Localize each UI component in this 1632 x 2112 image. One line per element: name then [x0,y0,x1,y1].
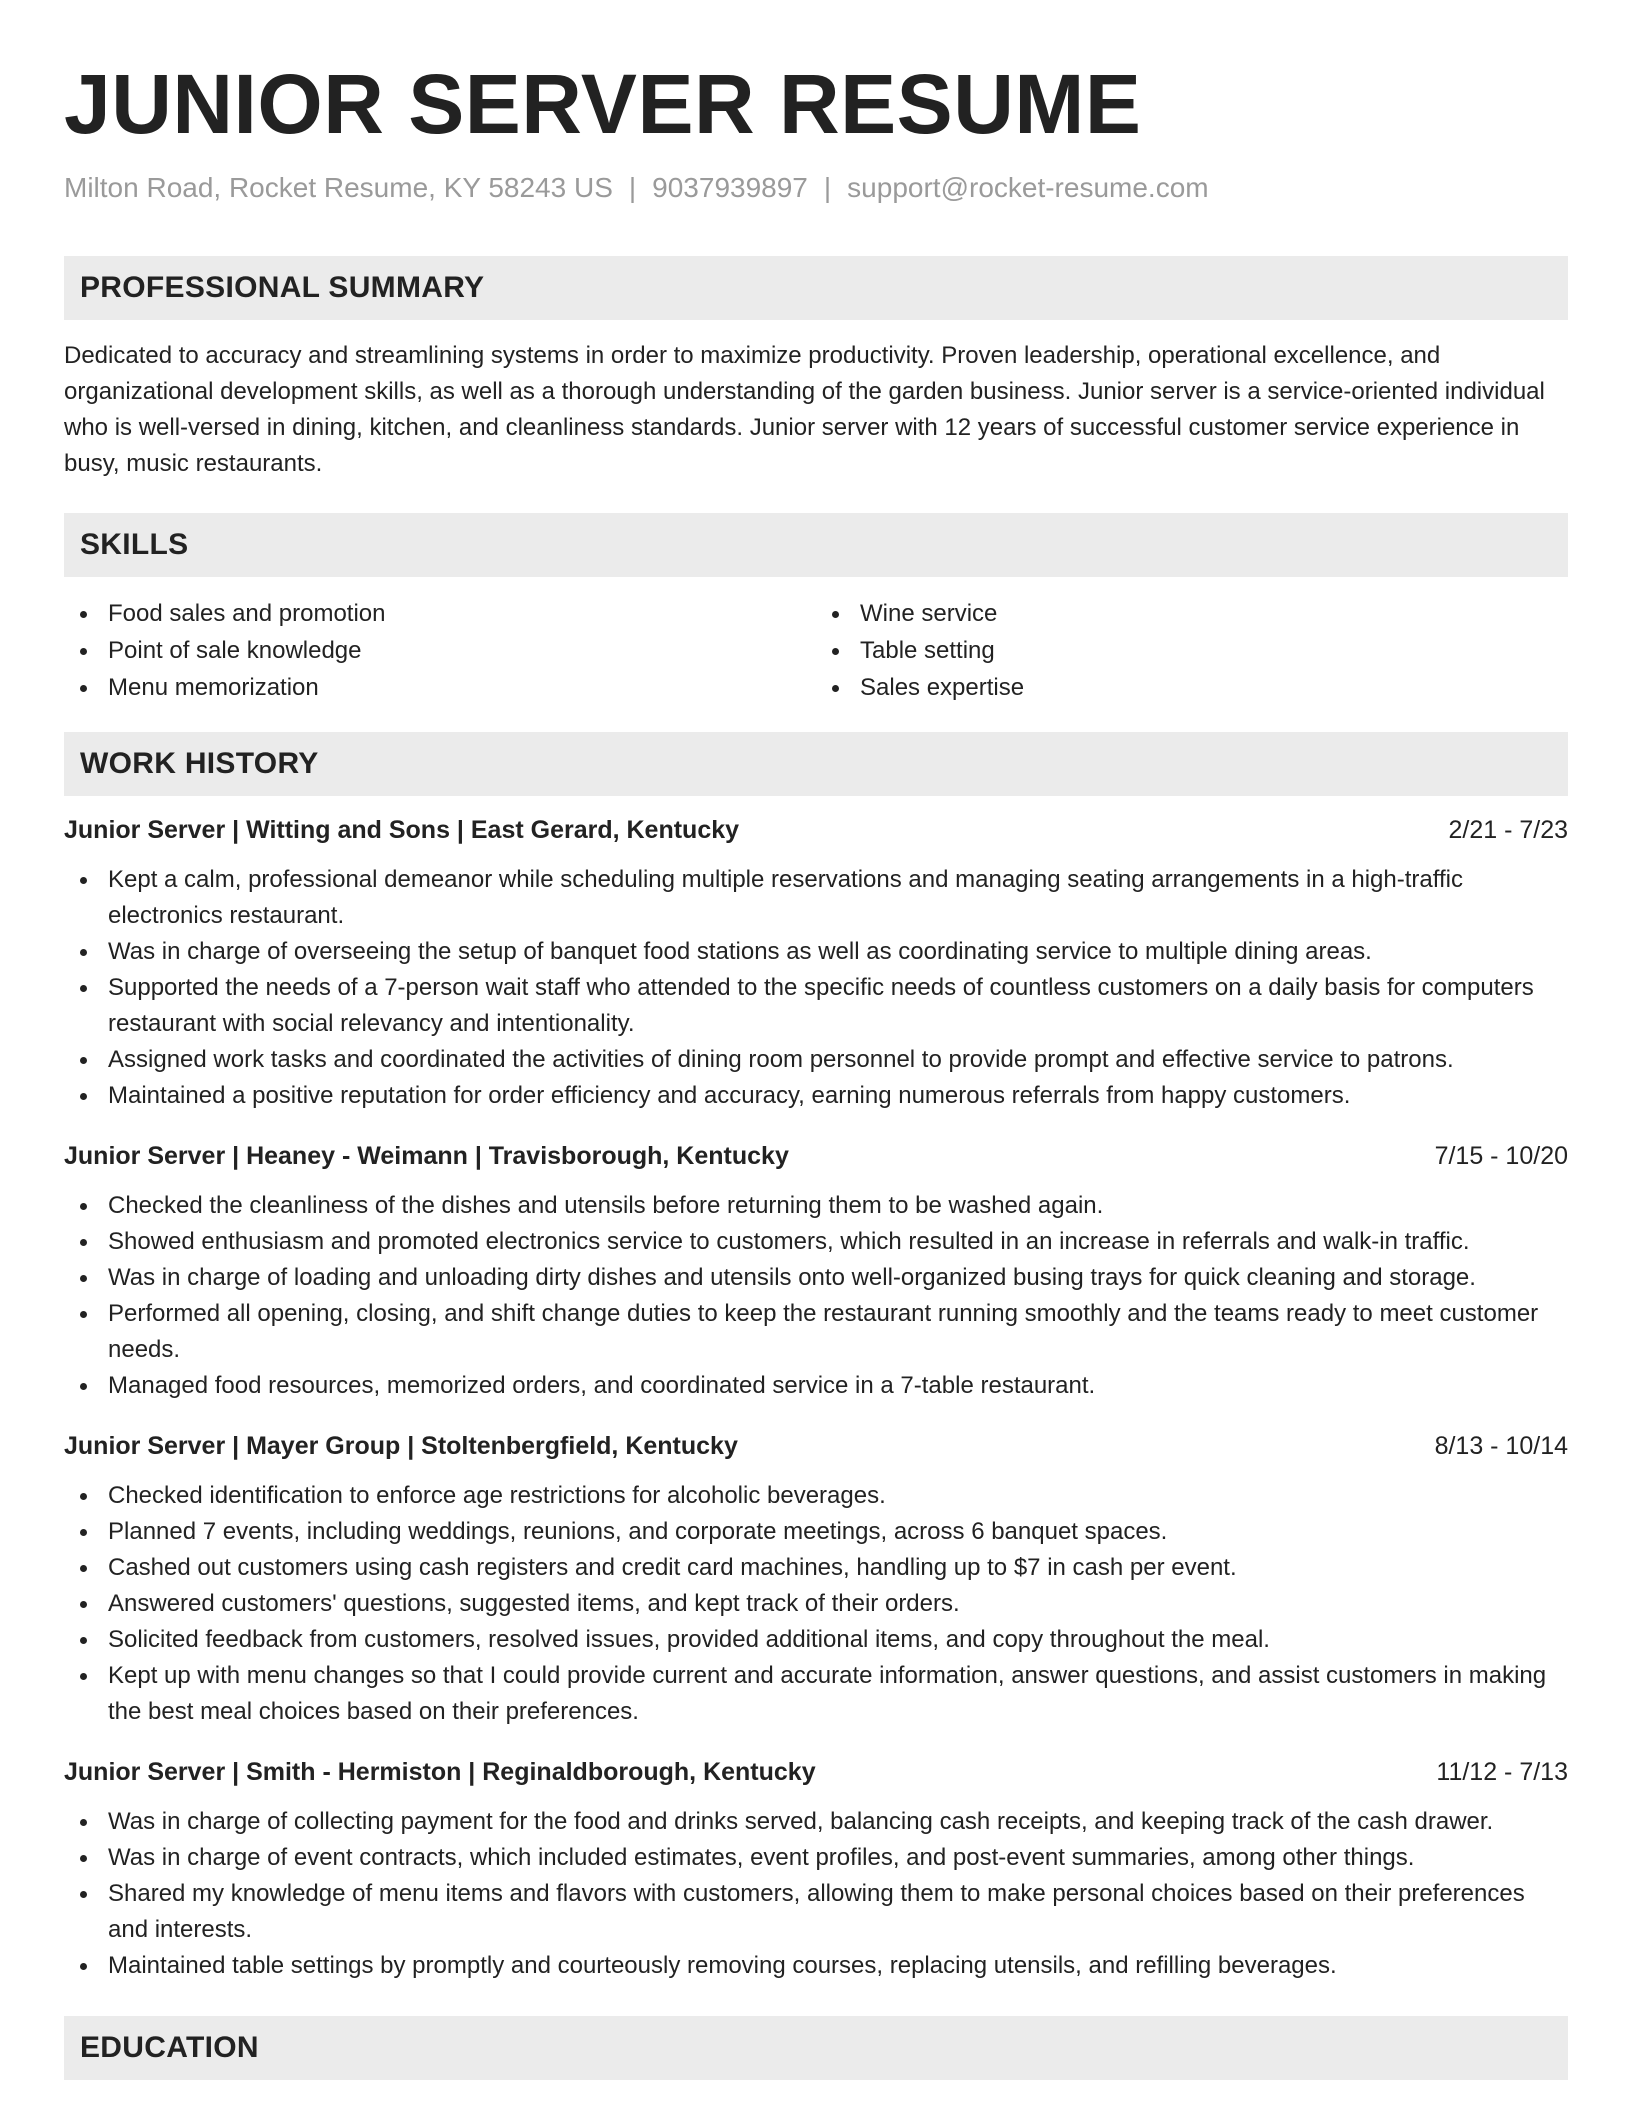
job-bullet-text: Solicited feedback from customers, resolved issues, provided additional items, and copy throughout the meal. [108,1626,1270,1653]
bullet-icon [80,1275,87,1282]
bullet-icon [832,685,839,692]
bullet-icon [80,1383,87,1390]
bullet-icon [832,648,839,655]
job-bullet [64,1188,1568,1224]
job-bullet-text: Managed food resources, memorized orders, and coordinated service in a 7-table restaurant. [108,1372,1096,1399]
job-bullet-text: Assigned work tasks and coordinated the activities of dining room personnel to provide prompt and effective service to patrons. [108,1046,1454,1073]
bullet-icon [832,611,839,618]
contact-separator: | [823,172,832,203]
job-bullet [64,970,1568,1042]
job-title: Junior Server | Mayer Group | Stoltenbergfield, Kentucky [64,1432,738,1460]
job-bullet-text: Supported the needs of a 7-person wait staff who attended to the specific needs of countless customers on a daily basis for computers restaurant with social relevancy and intentionality. [108,974,1534,1037]
bullet-icon [80,1601,87,1608]
job-dates: 2/21 - 7/23 [1448,816,1568,844]
skill-item [64,669,816,706]
bullet-icon [80,985,87,992]
job-bullet [64,1296,1568,1368]
job-bullet [64,1478,1568,1514]
job-bullet [64,1078,1568,1114]
job-title: Junior Server | Heaney - Weimann | Travisborough, Kentucky [64,1142,789,1170]
skill-item [64,595,816,632]
job-bullet [64,1948,1568,1984]
job-bullet-text: Showed enthusiasm and promoted electronics service to customers, which resulted in an increase in referrals and walk-in traffic. [108,1228,1470,1255]
job-dates: 11/12 - 7/13 [1436,1758,1568,1786]
contact-line [64,170,1568,206]
job-bullet [64,934,1568,970]
contact-phone: 9037939897 [652,172,808,203]
job-bullet [64,1260,1568,1296]
job-bullet-text: Maintained table settings by promptly and courteously removing courses, replacing utensils, and refilling beverages. [108,1952,1337,1979]
bullet-icon [80,648,87,655]
job-entry [64,1428,1568,1730]
skill-item [816,595,1568,632]
job-bullet-text: Was in charge of event contracts, which included estimates, event profiles, and post-event summaries, among other things. [108,1844,1415,1871]
contact-address: Milton Road, Rocket Resume, KY 58243 US [64,172,613,203]
job-bullet [64,862,1568,934]
section-header-skills: SKILLS [64,513,1568,577]
skill-label: Menu memorization [108,674,319,701]
job-entry [64,812,1568,1114]
job-bullet-text: Maintained a positive reputation for order efficiency and accuracy, earning numerous referrals from happy customers. [108,1082,1351,1109]
job-bullet-text: Planned 7 events, including weddings, reunions, and corporate meetings, across 6 banquet spaces. [108,1518,1168,1545]
job-entry [64,1138,1568,1404]
job-bullet-text: Checked identification to enforce age restrictions for alcoholic beverages. [108,1482,886,1509]
job-bullet [64,1586,1568,1622]
skill-label: Wine service [860,600,998,627]
job-header [64,1428,1568,1464]
job-bullet [64,1550,1568,1586]
skills-list [64,595,1568,706]
resume-title: JUNIOR SERVER RESUME [64,57,1142,151]
bullet-icon [80,685,87,692]
job-dates: 7/15 - 10/20 [1434,1142,1568,1170]
bullet-icon [80,1057,87,1064]
skill-item [64,632,816,669]
job-header [64,1138,1568,1174]
job-bullet-list [64,1188,1568,1404]
job-title: Junior Server | Witting and Sons | East Gerard, Kentucky [64,816,740,844]
job-bullet-text: Kept a calm, professional demeanor while scheduling multiple reservations and managing seating arrangements in a high-traffic electronics restaurant. [108,866,1463,929]
bullet-icon [80,1637,87,1644]
bullet-icon [80,1855,87,1862]
skill-item [816,632,1568,669]
job-bullet-text: Was in charge of loading and unloading dirty dishes and utensils onto well-organized busing trays for quick cleaning and storage. [108,1264,1476,1291]
job-bullet-text: Answered customers' questions, suggested items, and kept track of their orders. [108,1590,960,1617]
job-bullet-list [64,862,1568,1114]
job-bullet-text: Cashed out customers using cash registers and credit card machines, handling up to $7 in cash per event. [108,1554,1237,1581]
job-bullet-list [64,1478,1568,1730]
bullet-icon [80,1673,87,1680]
job-header [64,1754,1568,1790]
bullet-icon [80,949,87,956]
skill-item [816,669,1568,706]
job-bullet-text: Shared my knowledge of menu items and flavors with customers, allowing them to make personal choices based on their preferences and interests. [108,1880,1525,1943]
section-header-education: EDUCATION [64,2016,1568,2080]
job-bullet [64,1840,1568,1876]
skills-column-left [64,595,816,706]
job-bullet [64,1514,1568,1550]
bullet-icon [80,1311,87,1318]
skill-label: Point of sale knowledge [108,637,362,664]
job-bullet-list [64,1804,1568,1984]
bullet-icon [80,877,87,884]
job-bullet [64,1224,1568,1260]
bullet-icon [80,1819,87,1826]
skill-label: Food sales and promotion [108,600,386,627]
job-dates: 8/13 - 10/14 [1434,1432,1568,1460]
bullet-icon [80,1493,87,1500]
contact-email: support@rocket-resume.com [847,172,1209,203]
bullet-icon [80,1093,87,1100]
job-bullet [64,1042,1568,1078]
summary-text: Dedicated to accuracy and streamlining systems in order to maximize productivity. Proven leadership, operational excellence, and organizational development skills, as well as a thorough understanding of the garden business. Junior server is a service-oriented individual who is well-versed in dining, kitchen, and cleanliness standards. Junior server with 12 years of successful customer service experience in busy, music restaurants. [64,342,1545,477]
job-bullet-text: Performed all opening, closing, and shift change duties to keep the restaurant running smoothly and the teams ready to meet customer needs. [108,1300,1539,1363]
skill-label: Table setting [860,637,995,664]
bullet-icon [80,611,87,618]
bullet-icon [80,1203,87,1210]
section-header-work-history: WORK HISTORY [64,732,1568,796]
job-bullet-text: Was in charge of collecting payment for the food and drinks served, balancing cash receipts, and keeping track of the cash drawer. [108,1808,1494,1835]
job-entry [64,1754,1568,1984]
job-bullet [64,1368,1568,1404]
job-bullet [64,1876,1568,1948]
job-bullet [64,1804,1568,1840]
job-bullet-text: Checked the cleanliness of the dishes and utensils before returning them to be washed again. [108,1192,1104,1219]
job-bullet [64,1622,1568,1658]
job-bullet [64,1658,1568,1730]
bullet-icon [80,1963,87,1970]
skills-column-right [816,595,1568,706]
job-bullet-text: Kept up with menu changes so that I could provide current and accurate information, answer questions, and assist customers in making the best meal choices based on their preferences. [108,1662,1547,1725]
skill-label: Sales expertise [860,674,1025,701]
bullet-icon [80,1565,87,1572]
contact-separator: | [628,172,637,203]
job-header [64,812,1568,848]
bullet-icon [80,1891,87,1898]
job-bullet-text: Was in charge of overseeing the setup of banquet food stations as well as coordinating service to multiple dining areas. [108,938,1372,965]
section-header-professional-summary: PROFESSIONAL SUMMARY [64,256,1568,320]
job-title: Junior Server | Smith - Hermiston | Reginaldborough, Kentucky [64,1758,816,1786]
bullet-icon [80,1529,87,1536]
bullet-icon [80,1239,87,1246]
